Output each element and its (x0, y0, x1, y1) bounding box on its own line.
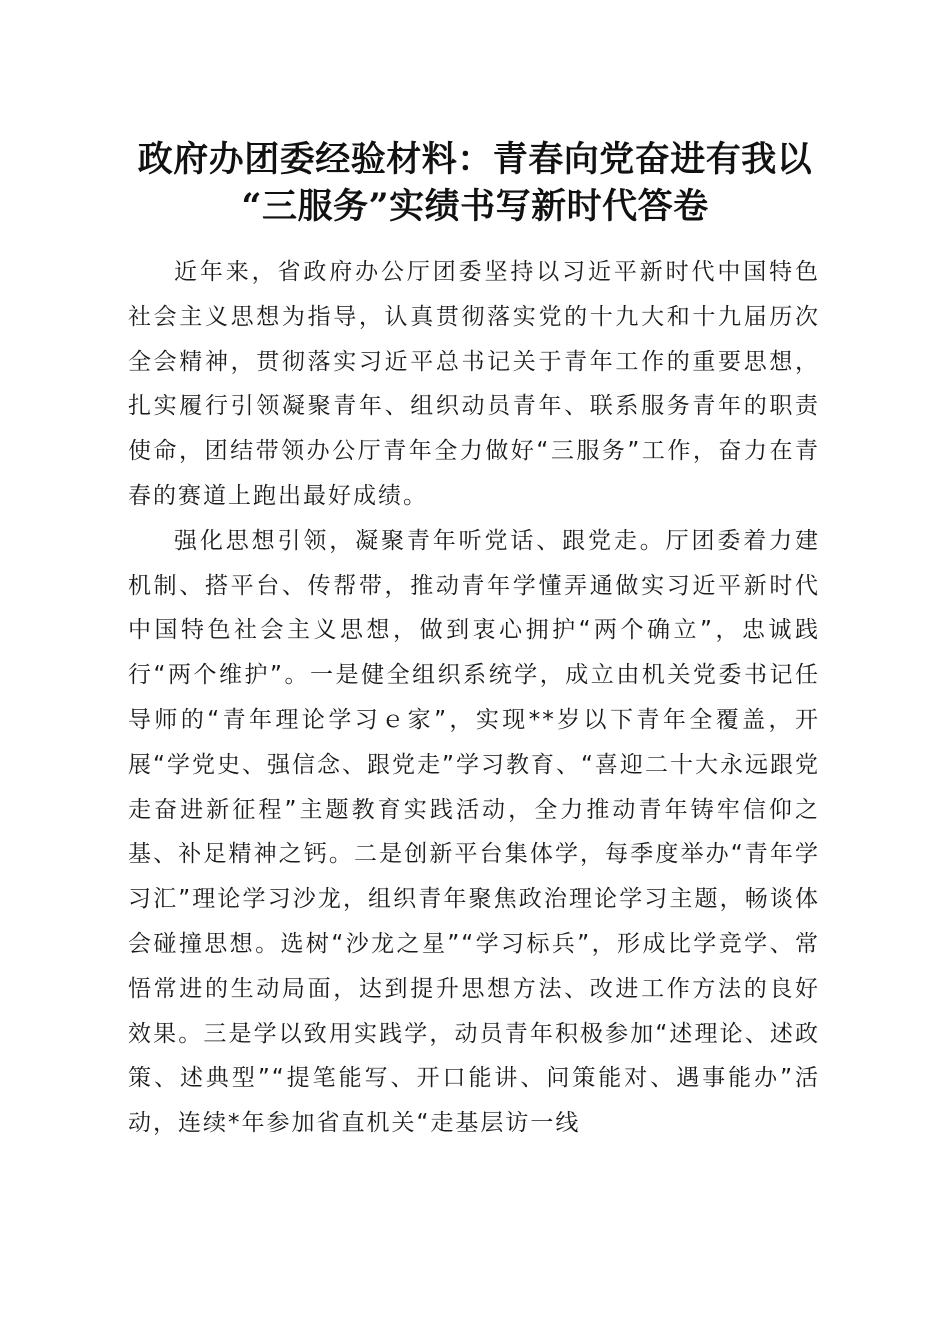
paragraph-thought-guidance: 强化思想引领，凝聚青年听党话、跟党走。厅团委着力建机制、搭平台、传帮带，推动青年学懂弄通做实习近平新时代中国特色社会主义思想，做到衷心拥护“两个确立”，忠诚践行“两个维护”。一是健全组织系统学，成立由机关党委书记任导师的“青年理论学习ｅ家”，实现**岁以下青年全覆盖，开展“学党史、强信念、跟党走”学习教育、“喜迎二十大永远跟党走奋进新征程”主题教育实践活动，全力推动青年铸牢信仰之基、补足精神之钙。二是创新平台集体学，每季度举办“青年学习汇”理论学习沙龙，组织青年聚焦政治理论学习主题，畅谈体会碰撞思想。选树“沙龙之星”“学习标兵”，形成比学竞学、常悟常进的生动局面，达到提升思想方法、改进工作方法的良好效果。三是学以致用实践学，动员青年积极参加“述理论、述政策、述典型”“提笔能写、开口能讲、问策能对、遇事能办”活动，连续*年参加省直机关“走基层访一线 (128, 527, 820, 1137)
title-line-2: “三服务”实绩书写新时代答卷 (241, 186, 709, 227)
paragraph-intro: 近年来，省政府办公厅团委坚持以习近平新时代中国特色社会主义思想为指导，认真贯彻落实党的十九大和十九届历次全会精神，贯彻落实习近平总书记关于青年工作的重要思想，扎实履行引领凝聚青年、组织动员青年、联系服务青年的职责使命，团结带领办公厅青年全力做好“三服务”工作，奋力在青春的赛道上跑出最好成绩。 (128, 259, 820, 509)
title-line-1: 政府办团委经验材料：青春向党奋进有我以 (137, 139, 813, 180)
document-title (110, 136, 840, 230)
document-body (128, 250, 820, 1146)
